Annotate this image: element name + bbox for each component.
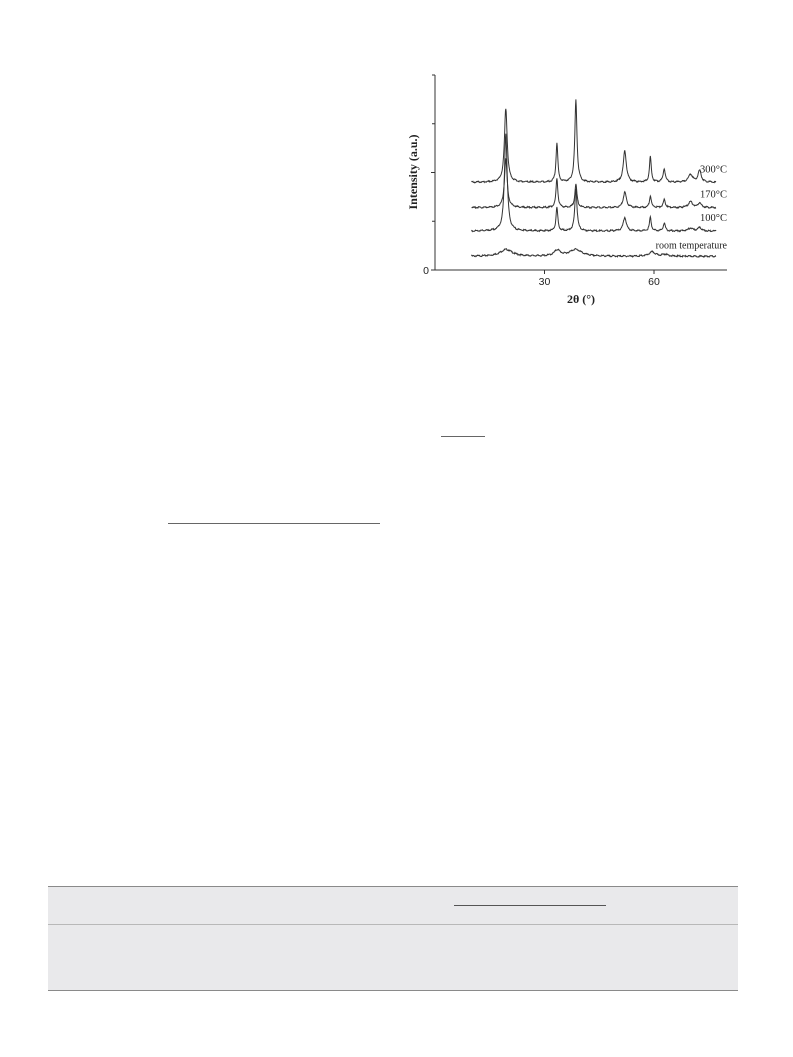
series-label: 170°C: [700, 189, 727, 201]
x-tick-label: 60: [648, 276, 660, 288]
series-label: 300°C: [700, 164, 727, 176]
table-top-rule: [48, 886, 738, 887]
table-body-row: [48, 925, 738, 990]
xrd-chart-svg: [400, 60, 740, 320]
table-header-row: [48, 886, 738, 924]
series-line: [472, 99, 717, 182]
text-underline: [441, 436, 485, 437]
x-axis-label: 2θ (°): [566, 292, 596, 306]
series-label: 100°C: [700, 213, 727, 224]
text-underline: [168, 523, 380, 524]
y-tick-label: 0: [423, 265, 429, 277]
series-label: room temperature: [655, 240, 727, 252]
table-bottom-rule: [48, 990, 738, 991]
chart-series: [472, 99, 717, 257]
y-axis-label: Intensity (a.u.): [406, 134, 420, 210]
x-tick-label: 30: [538, 276, 551, 288]
table-column-rule: [454, 905, 606, 906]
xrd-chart: [400, 60, 740, 320]
